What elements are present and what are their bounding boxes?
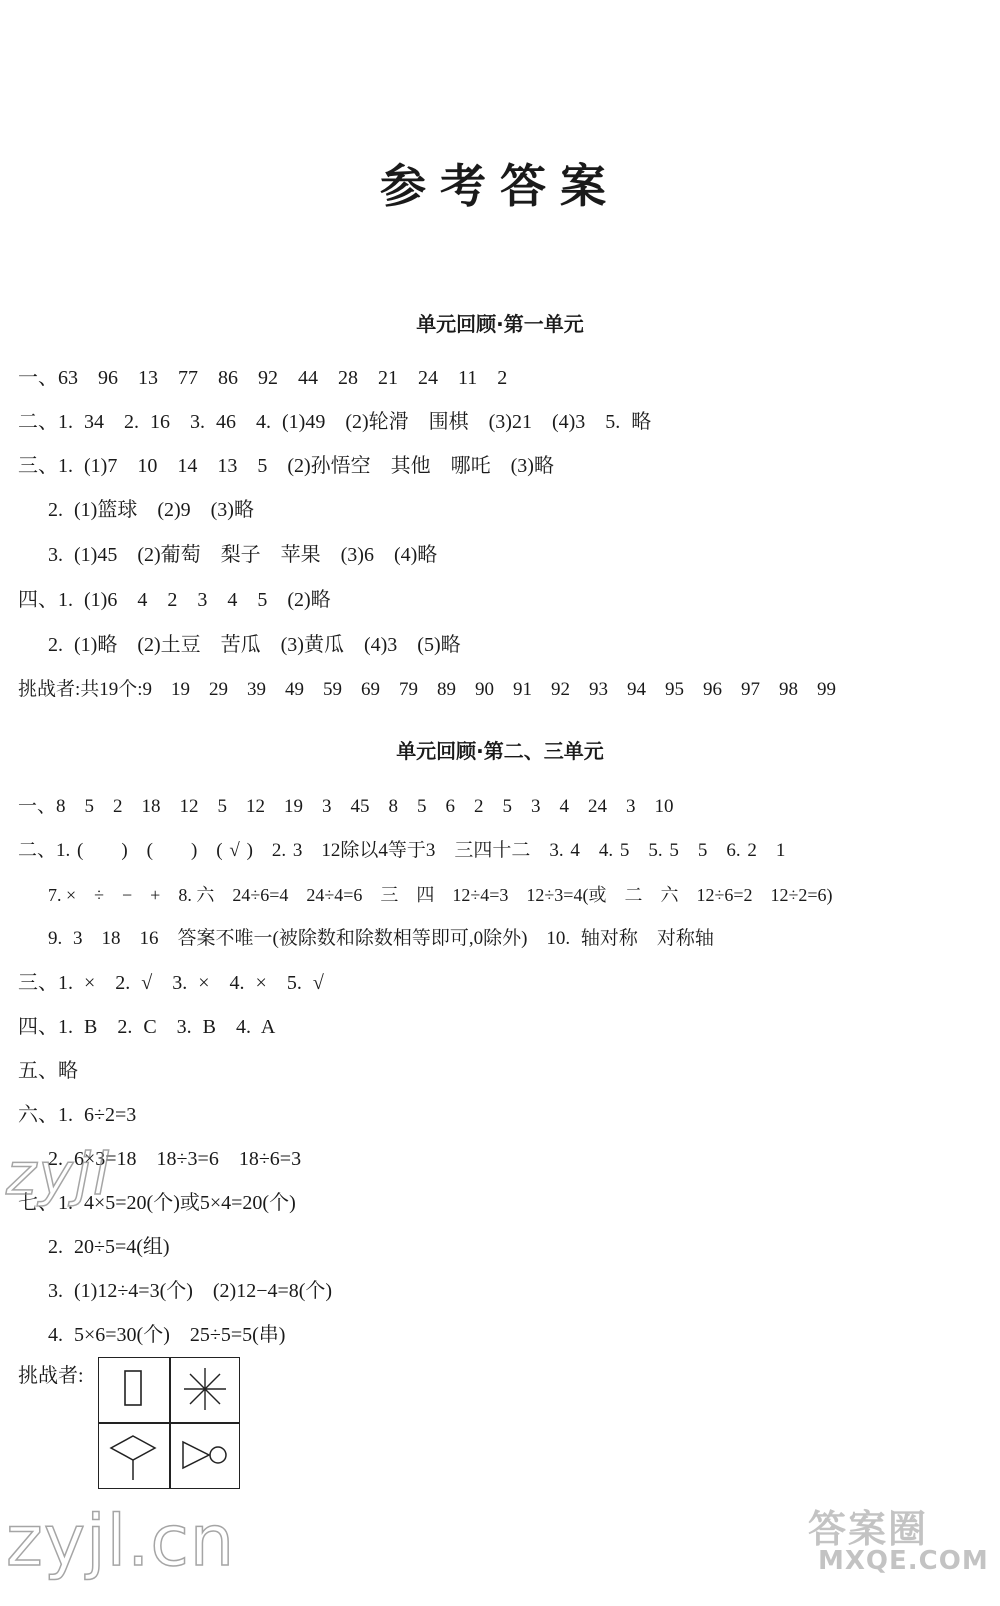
answer-line: 2. (1)略 (2)土豆 苦瓜 (3)黄瓜 (4)3 (5)略 xyxy=(48,634,461,656)
answer-line: 四、1. (1)6 4 2 3 4 5 (2)略 xyxy=(18,589,331,611)
diamond-figure xyxy=(99,1424,167,1486)
answer-line-challenger: 挑战者:共19个:9 19 29 39 49 59 69 79 89 90 91 92 93 94 95 96 97 98 99 xyxy=(18,679,837,700)
asterisk-figure xyxy=(171,1358,239,1420)
answer-line: 一、8 5 2 18 12 5 12 19 3 45 8 5 6 2 5 3 4 24 3 10 xyxy=(18,796,674,817)
symmetry-answer-grid xyxy=(98,1357,240,1489)
watermark-zyjl-cn: zyjl.cn xyxy=(6,1500,236,1582)
page-title: 参考答案 xyxy=(380,159,620,213)
rectangle-figure xyxy=(99,1358,167,1420)
answer-line: 三、1. (1)7 10 14 13 5 (2)孙悟空 其他 哪吒 (3)略 xyxy=(18,455,554,477)
answer-line: 9. 3 18 16 答案不唯一(被除数和除数相等即可,0除外) 10. 轴对称 对称轴 xyxy=(48,928,714,949)
watermark-mxqe-url: MXQE.COM xyxy=(818,1546,989,1576)
watermark-daan-logo: 答案圈 xyxy=(808,1507,929,1551)
answer-line: 2. 20÷5=4(组) xyxy=(48,1236,170,1258)
triangle-circle-figure xyxy=(171,1424,239,1486)
answer-line: 3. (1)45 (2)葡萄 梨子 苹果 (3)6 (4)略 xyxy=(48,544,438,566)
answer-line: 七、1. 4×5=20(个)或5×4=20(个) xyxy=(18,1192,296,1214)
answer-line: 三、1. × 2. √ 3. × 4. × 5. √ xyxy=(18,972,324,994)
answer-line: 四、1. B 2. C 3. B 4. A xyxy=(18,1016,276,1038)
answer-line: 3. (1)12÷4=3(个) (2)12−4=8(个) xyxy=(48,1280,333,1302)
answer-line: 一、63 96 13 77 86 92 44 28 21 24 11 2 xyxy=(18,367,508,389)
answer-line: 二、1. ( ) ( ) ( √ ) 2. 3 12除以4等于3 三四十二 3. 4 4. 5 5. 5 5 6. 2 1 xyxy=(18,840,786,861)
answer-line: 六、1. 6÷2=3 xyxy=(18,1104,137,1126)
answer-line: 7. × ÷ − + 8. 六 24÷6=4 24÷4=6 三 四 12÷4=3 12÷3=4(或 二 六 12÷6=2 12÷2=6) xyxy=(48,885,833,905)
section-heading-unit-1: 单元回顾·第一单元 xyxy=(416,312,584,336)
section-heading-unit-2-3: 单元回顾·第二、三单元 xyxy=(396,739,604,763)
answer-line: 五、略 xyxy=(18,1060,78,1082)
watermark-zyjl: zyjl xyxy=(6,1140,111,1208)
answer-line: 2. 6×3=18 18÷3=6 18÷6=3 xyxy=(48,1148,302,1170)
answer-line: 二、1. 34 2. 16 3. 46 4. (1)49 (2)轮滑 围棋 (3)21 (4)3 5. 略 xyxy=(18,411,652,433)
answer-line: 2. (1)篮球 (2)9 (3)略 xyxy=(48,499,254,521)
answer-line: 4. 5×6=30(个) 25÷5=5(串) xyxy=(48,1324,286,1346)
challenger-label: 挑战者: xyxy=(18,1365,84,1387)
